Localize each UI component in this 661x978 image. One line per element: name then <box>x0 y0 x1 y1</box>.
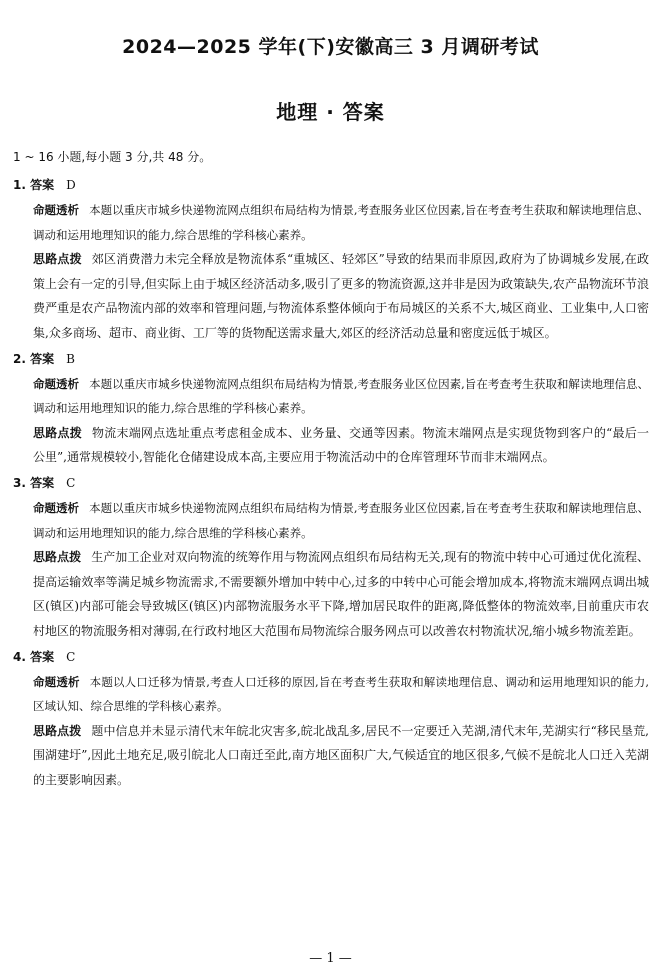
answer-label: 4. 答案 <box>13 649 55 664</box>
answer-label: 3. 答案 <box>13 475 55 490</box>
question-block <box>13 172 649 346</box>
answer-option: C <box>66 649 76 664</box>
hint-label: 思路点拨 <box>33 425 82 440</box>
hint-text: 物流末端网点选址重点考虑租金成本、业务量、交通等因素。物流末端网点是实现货物到客户的“最后一公里”,通常规模较小,智能化仓储建设成本高,主要应用于物流活动中的仓库管理环节而非末端网点。 <box>33 425 649 465</box>
hint-text: 郊区消费潜力未完全释放是物流体系“重城区、轻郊区”导致的结果而非原因,政府为了协调城乡发展,在政策上会有一定的引导,但实际上由于城区经济活动多,吸引了更多的物流资源,这并非是因为政策缺失,农产品物流环节浪费严重是农产品物流内部的效率和管理问题,与物流体系整体倾向于布局城区的关系不大,城区商业、工业集中,人口密集,众多商场、超市、商业街、工厂等的货物配送需求量大,郊区的经济活动总量和密度远低于城区。 <box>33 252 649 340</box>
question-block <box>13 470 649 644</box>
hint-text: 生产加工企业对双向物流的统筹作用与物流网点组织布局结构无关,现有的物流中转中心可通过优化流程、提高运输效率等满足城乡物流需求,不需要额外增加中转中心,过多的中转中心可能会增加成本,将物流末端网点调出城区(镇区)内部可能会导致城区(镇区)内部物流服务水平下降,增加居民取件的距离,降低整体的物流效率,目前重庆市农村地区的物流服务相对薄弱,在行政村地区大范围布局物流综合服务网点可以改善农村物流状况,缩小城乡物流差距。 <box>33 550 649 638</box>
hint-paragraph <box>13 719 649 793</box>
hint-label: 思路点拨 <box>33 723 82 738</box>
analysis-text: 本题以重庆市城乡快递物流网点组织布局结构为情景,考查服务业区位因素,旨在考查考生获取和解读地理信息、调动和运用地理知识的能力,综合思维的学科核心素养。 <box>33 376 650 416</box>
analysis-paragraph <box>13 496 649 545</box>
analysis-label: 命题透析 <box>33 674 80 689</box>
hint-label: 思路点拨 <box>33 550 82 565</box>
answer-line <box>13 172 649 198</box>
question-block <box>13 346 649 470</box>
analysis-paragraph <box>13 670 649 719</box>
analysis-label: 命题透析 <box>33 500 80 515</box>
analysis-paragraph <box>13 198 649 247</box>
answer-option: D <box>66 178 76 192</box>
question-block <box>13 644 649 793</box>
answer-line <box>13 644 649 670</box>
page-title: 2024—2025 学年(下)安徽高三 3 月调研考试 <box>122 36 539 58</box>
analysis-text: 本题以重庆市城乡快递物流网点组织布局结构为情景,考查服务业区位因素,旨在考查考生获取和解读地理信息、调动和运用地理知识的能力,综合思维的学科核心素养。 <box>33 203 650 242</box>
hint-paragraph <box>13 545 649 643</box>
page-number: — 1 — <box>309 951 352 966</box>
answer-option: C <box>66 475 76 490</box>
hint-label: 思路点拨 <box>33 252 82 267</box>
hint-paragraph <box>13 247 649 345</box>
hint-paragraph <box>13 421 649 470</box>
analysis-label: 命题透析 <box>33 203 80 217</box>
hint-text: 题中信息并未显示清代末年皖北灾害多,皖北战乱多,居民不一定要迁入芜湖,清代末年,芜湖实行“移民垦荒,围湖建圩”,因此土地充足,吸引皖北人口南迁至此,南方地区面积广大,气候适宜的地区很多,气候不是皖北人口迁入芜湖的主要影响因素。 <box>33 723 649 787</box>
answer-label: 1. 答案 <box>13 178 55 192</box>
answer-line <box>13 470 649 496</box>
analysis-label: 命题透析 <box>33 376 80 391</box>
answers-list <box>13 172 649 792</box>
section-intro: 1 ~ 16 小题,每小题 3 分,共 48 分。 <box>13 150 212 164</box>
page-subtitle: 地理 · 答案 <box>276 100 385 124</box>
analysis-text: 本题以人口迁移为情景,考查人口迁移的原因,旨在考查考生获取和解读地理信息、调动和运用地理知识的能力,区域认知、综合思维的学科核心素养。 <box>33 674 650 714</box>
answer-line <box>13 346 649 372</box>
analysis-paragraph <box>13 372 649 421</box>
answer-option: B <box>66 351 75 366</box>
answer-label: 2. 答案 <box>13 351 55 366</box>
analysis-text: 本题以重庆市城乡快递物流网点组织布局结构为情景,考查服务业区位因素,旨在考查考生获取和解读地理信息、调动和运用地理知识的能力,综合思维的学科核心素养。 <box>33 500 650 540</box>
